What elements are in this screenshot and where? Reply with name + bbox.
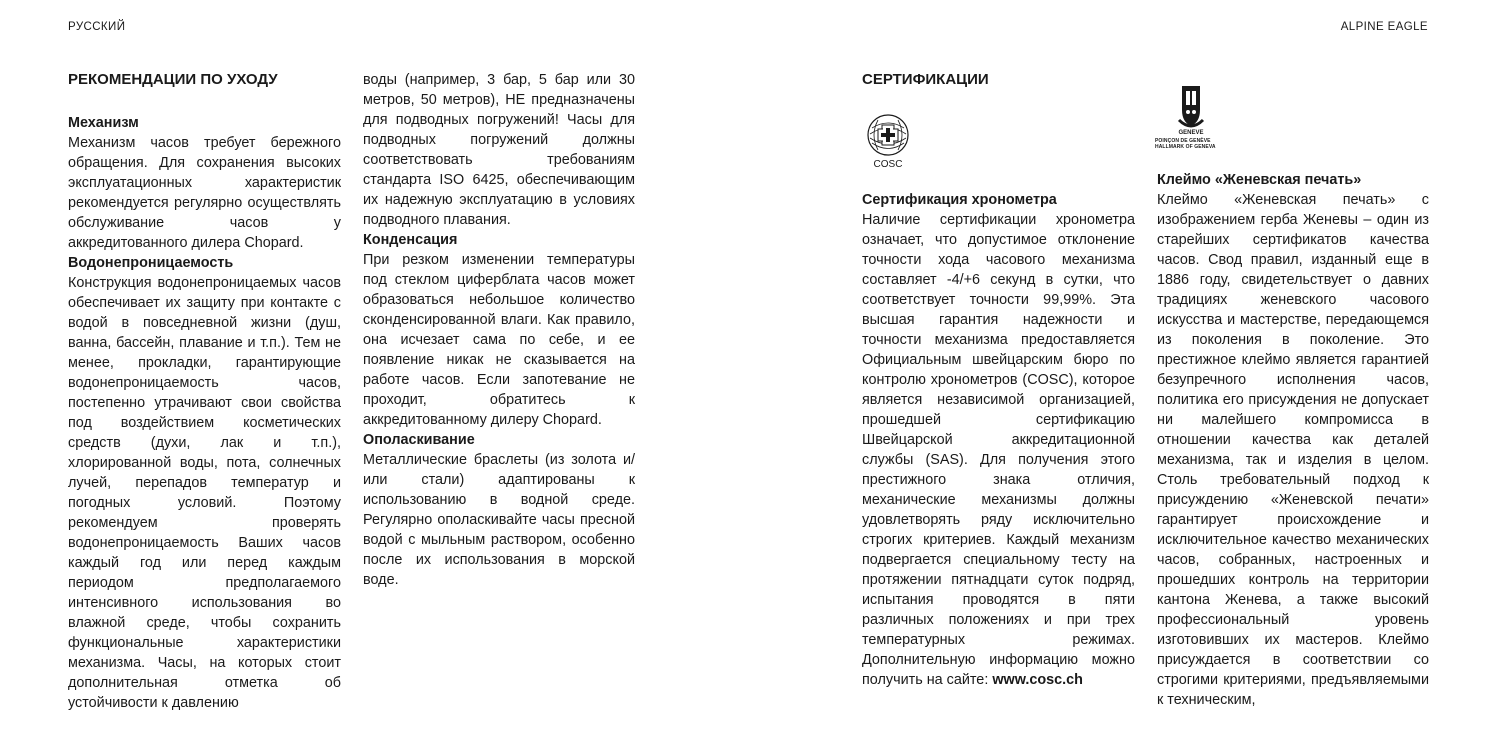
brand-label: ALPINE EAGLE [1340,21,1428,33]
geneva-seal-heading: Клеймо «Женевская печать» [1157,172,1362,188]
geneva-seal-icon [1155,84,1227,136]
certifications-title: СЕРТИФИКАЦИИ [862,71,989,88]
cosc-emblem-icon [864,114,914,172]
chronometer-body: Наличие сертификации хронометра означает, что допустимое отклонение точности хода часового механизма составляет -4/+6 секунд в сутки, что соответствует точности 99,99%. Эта высшая гарантия надежности и точности механизма предоставляется Официальным швейцарским бюро по контролю хронометров (COSC), которое является независимой организацией, прошедшей сертификацию Швейцарской аккредитационной службы (SAS). Для получения этого престижного знака отличия, механические механизмы должны удовлетворять ряду исключительно строгих критериев. Каждый механизм подвергается специальному тесту на протяжении пятнадцати суток подряд, испытания проводятся в пяти различных положениях и при трех температурных режимах. Дополнительную информацию можно получить на сайте: [862,212,1135,688]
mechanism-text: Механизм часов требует бережного обращения. Для сохранения высоких эксплуатационных характеристик рекомендуется регулярно осуществлять обслуживание часов у аккредитованного дилера Chopard. [68,135,341,251]
geneva-seal-text: Клеймо «Женевская печать» с изображением герба Женевы – один из старейших сертификатов качества часов. Свод правил, изданный еще в 1886 году, свидетельствует о давних традициях женевского часового искусства и мастерстве, передающемся из поколения в поколение. Это престижное клеймо является гарантией безупречного исполнения часов, политика его присуждения не допускает ни малейшего компромисса в отношении качества как деталей механизма, так и изделия в целом. Столь требовательный подход к присуждению «Женевской печати» гарантирует происхождение и исключительное качество механических часов, собранных, настроенных и прошедших контроль на территории кантона Женева, а также высокий профессиональный уровень изготовивших их мастеров. Клеймо присуждается в соответствии со строгими критериями, предъявляемыми к техническим, [1157,192,1429,708]
rinsing-heading: Ополаскивание [363,432,475,448]
language-label: РУССКИЙ [68,21,126,33]
certifications-column-1 [862,190,1135,690]
water-resistance-heading: Водонепроницаемость [68,255,234,271]
geneva-caption-line-2: HALLMARK OF GENEVA [1155,144,1216,150]
mechanism-heading: Механизм [68,115,139,131]
certifications-column-2 [1157,170,1429,710]
water-resistance-text: Конструкция водонепроницаемых часов обеспечивает их защиту при контакте с водой в повседневной жизни (душ, ванна, бассейн, плавание и т.п.). Тем не менее, прокладки, гарантирующие водонепроницаемость часов, постепенно утрачивают свои свойства под воздействием косметических средств (духи, лак и т.п.), хлорированной воды, пота, солнечных лучей, перепадов температур и погодных условий. Поэтому рекомендуем проверять водонепроницаемость Ваших часов каждый год или перед каждым периодом предполагаемого интенсивного использования во влажной среде, чтобы сохранить функциональные характеристики механизма. Часы, на которых стоит дополнительная отметка об устойчивости к давлению [68,275,341,711]
geneva-hallmark-caption [1155,138,1216,150]
water-resistance-text-continued: воды (например, 3 бар, 5 бар или 30 метров, 50 метров), НЕ предназначены для подводных погружений! Часы для подводных погружений должны соответствовать требованиям стандарта ISO 6425, обеспечивающим их надежную эксплуатацию в условиях подводного плавания. [363,72,635,228]
care-column-2 [363,70,635,590]
cosc-logo-label: COSC [873,159,903,170]
geneva-logo-label: GENEVE [1178,130,1204,136]
condensation-heading: Конденсация [363,232,458,248]
care-column-1 [68,70,341,713]
condensation-text: При резком изменении температуры под стеклом циферблата часов может образоваться небольшое количество сконденсированной влаги. Как правило, она исчезает сама по себе, и ее появление никак не сказывается на работе часов. Если запотевание не проходит, обратитесь к аккредитованному дилеру Chopard. [363,252,635,428]
chronometer-heading: Сертификация хронометра [862,192,1057,208]
cosc-website-link[interactable]: www.cosc.ch [992,672,1083,688]
cosc-logo [864,114,914,172]
rinsing-text: Металлические браслеты (из золота и/или стали) адаптированы к использованию в водной среде. Регулярно ополаскивайте часы пресной водой с мыльным раствором, особенно после их использования в морской воде. [363,452,635,588]
chronometer-text [862,210,1135,690]
care-title: РЕКОМЕНДАЦИИ ПО УХОДУ [68,71,278,88]
geneva-caption-line-1: POINÇON DE GENÈVE [1155,138,1211,144]
